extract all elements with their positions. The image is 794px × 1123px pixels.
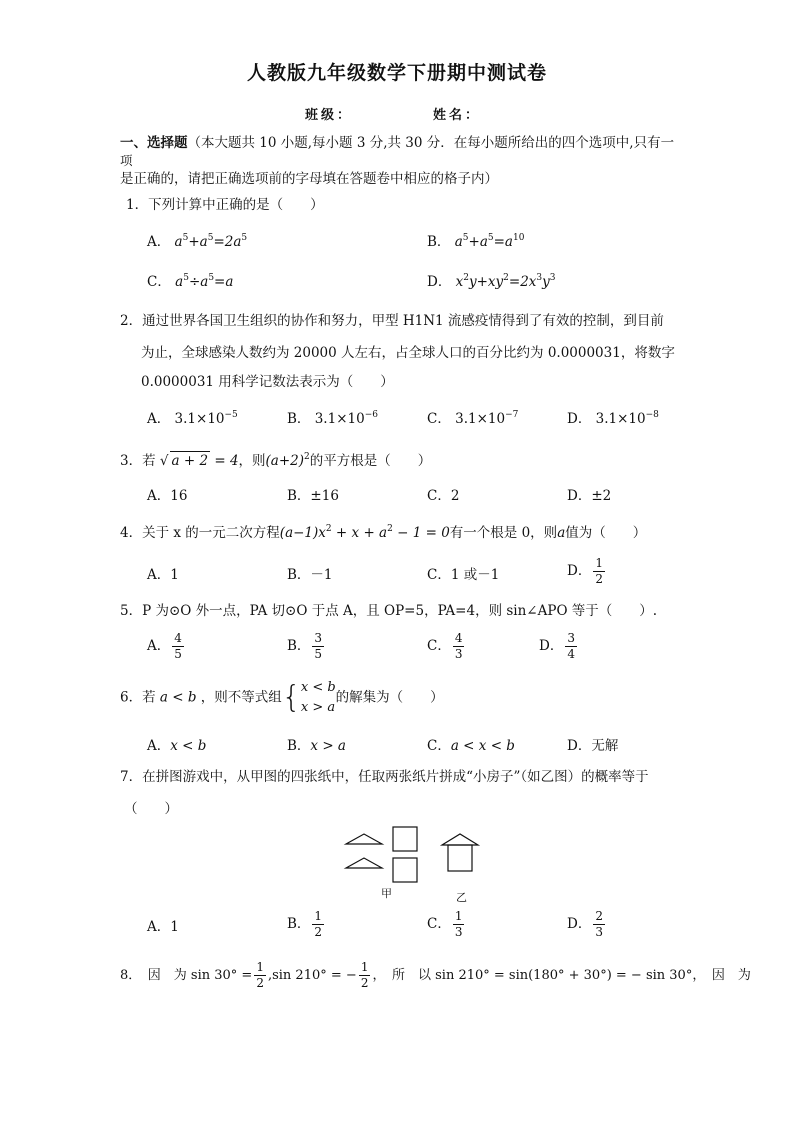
q1-option-d [427, 273, 556, 291]
q2-line2: 为止，全球感染人数约为 20000 人左右，占全球人口的百分比约为 0.0000031，将数字 [141, 345, 675, 361]
q6-brace: { [281, 680, 301, 715]
q8-expression: sin 210° = sin(180° + 30°) = − sin 30° [435, 968, 693, 983]
q8-half-1: $\frac{1}{2}$ [256, 960, 264, 990]
q8-suffix: ， 因 为 [692, 968, 751, 983]
q2-line1: 2．通过世界各国卫生组织的协作和努力，甲型 H1N1 流感疫情得到了有效的控制，到目前 [120, 313, 664, 329]
q1-option-a [147, 233, 247, 251]
q1-stem: 1．下列计算中正确的是（ ） [126, 197, 324, 213]
q8-prefix: 8． 因 为 [120, 968, 187, 983]
section-intro-line2: 项 [120, 153, 133, 168]
q1-d-label: D． [427, 274, 452, 290]
yi-roof [442, 834, 478, 845]
q8-stem [120, 960, 751, 991]
q5-a-label: A． [147, 638, 171, 654]
q5-d-label: D． [539, 638, 564, 654]
q6-option-a [147, 737, 206, 755]
q6-condition: a < b [155, 689, 201, 706]
q1-b-label: B． [427, 234, 451, 250]
q1-a-formula: $a^5+a^5=2a^5$ [174, 233, 248, 250]
q2-a-exp: −5 [224, 410, 238, 420]
puzzle-figure [340, 822, 490, 912]
q3-expr: $(a+2)^2$ [265, 452, 310, 469]
q5-option-c [427, 631, 466, 662]
q2-c-exp: −7 [505, 410, 519, 420]
section-intro-line3: 是正确的，请把正确选项前的字母填在答题卷中相应的格子内） [120, 171, 498, 187]
q3-option-d: D．±2 [567, 488, 612, 504]
q7-c-fraction: $\frac{1}{3}$ [454, 909, 463, 939]
q6-system: x < b x > a [300, 680, 336, 715]
q5-c-fraction: $\frac{4}{3}$ [454, 631, 463, 661]
jia-square-bottom [393, 858, 417, 882]
q3-radical: √ a + 2 = 4 [159, 453, 239, 469]
figure-label-yi: 乙 [456, 891, 467, 904]
jia-triangle-bottom [346, 858, 382, 868]
q7-d-label: D． [567, 916, 592, 932]
q5-a-fraction: $\frac{4}{5}$ [174, 631, 182, 661]
q4-equation: $(a-1)x^2 + x + a^2 - 1 = 0$ [279, 524, 450, 541]
q6-b-label: B． [287, 738, 311, 754]
q7-d-fraction: $\frac{2}{3}$ [595, 909, 603, 939]
section-intro-line1 [120, 134, 674, 152]
q6-a-formula: x < b [170, 738, 207, 754]
q1-c-label: C． [147, 274, 171, 290]
q8-sin210: ,sin 210° = − [267, 968, 357, 983]
q2-option-a [147, 410, 238, 428]
q5-stem: 5．P 为⊙O 外一点，PA 切⊙O 于点 A，且 OP=5，PA=4，则 sin∠APO 等于（ ）. [120, 603, 658, 619]
q7-line1: 7．在拼图游戏中，从甲图的四张纸中，任取两张纸片拼成“小房子”（如乙图）的概率等于 [120, 769, 649, 785]
q3-prefix: 3．若 [120, 453, 156, 469]
section-intro-text: （本大题共 10 小题,每小题 3 分,共 30 分．在每小题所给出的四个选项中,只有一 [187, 135, 675, 151]
class-label: 班级： [305, 108, 354, 123]
q5-option-b [287, 631, 326, 662]
q4-var: a [557, 525, 566, 541]
page-title: 人教版九年级数学下册期中测试卷 [246, 62, 547, 84]
q4-stem [120, 524, 646, 542]
q3-option-b: B．±16 [287, 488, 339, 504]
q2-b-label: B． [287, 411, 311, 427]
q1-c-formula: $a^5\div a^5=a$ [175, 273, 234, 290]
q2-option-d [567, 410, 659, 428]
q6-option-d: D．无解 [567, 738, 619, 754]
q7-option-b [287, 909, 326, 940]
q4-suffix: 有一个根是 0，则 [449, 525, 558, 541]
q2-d-label: D． [567, 411, 592, 427]
q2-d-mantissa: 3.1×10 [595, 411, 646, 427]
q7-option-d [567, 909, 607, 940]
q2-a-mantissa: 3.1×10 [174, 411, 225, 427]
q4-prefix: 4．关于 x 的一元二次方程 [120, 525, 280, 541]
q6-c-formula: a < x < b [450, 738, 515, 754]
q3-option-c: C．2 [427, 488, 460, 504]
q2-a-label: A． [147, 411, 171, 427]
q1-a-label: A． [147, 234, 171, 250]
q4-option-d [567, 556, 607, 587]
q3-suffix: 的平方根是（ ） [309, 453, 432, 469]
q8-half-2: $\frac{1}{2}$ [360, 960, 369, 990]
q6-b-formula: x > a [310, 738, 346, 754]
q2-option-b [287, 410, 378, 428]
q6-a-label: A． [147, 738, 171, 754]
q4-option-c: C．1 或－1 [427, 567, 500, 583]
q2-c-label: C． [427, 411, 451, 427]
q1-option-c [147, 273, 233, 291]
q6-prefix: 6．若 [120, 689, 156, 706]
q5-b-fraction: $\frac{3}{5}$ [314, 631, 323, 661]
name-label: 姓名： [433, 108, 482, 123]
q7-b-fraction: $\frac{1}{2}$ [314, 909, 323, 939]
q3-option-a: A．16 [147, 488, 188, 504]
q3-stem [120, 451, 431, 470]
jia-square-top [393, 827, 417, 851]
q1-d-formula: $x^2y+xy^2=2x^3y^3$ [455, 273, 556, 290]
q2-b-mantissa: 3.1×10 [314, 411, 365, 427]
figure-label-jia: 甲 [381, 887, 392, 900]
q8-sin30: sin 30° = [190, 968, 253, 983]
q7-line2: （ ） [124, 801, 178, 817]
q6-middle: ，则不等式组 [200, 689, 282, 706]
q6-suffix: 的解集为（ ） [335, 689, 444, 706]
q5-b-label: B． [287, 638, 311, 654]
q5-option-d [539, 631, 579, 662]
q4-option-a: A．1 [147, 567, 179, 583]
q5-c-label: C． [427, 638, 451, 654]
q1-b-formula: $a^5+a^5=a^{10}$ [454, 233, 525, 250]
q2-option-c [427, 410, 518, 428]
q2-b-exp: −6 [364, 410, 378, 420]
jia-triangle-top [346, 834, 382, 844]
q4-suffix2: 值为（ ） [565, 525, 647, 541]
yi-body [448, 845, 472, 871]
q1-option-b [427, 233, 524, 251]
q2-line3: 0.0000031 用科学记数法表示为（ ） [141, 374, 394, 390]
q7-c-label: C． [427, 916, 451, 932]
q3-middle: ，则 [238, 453, 266, 469]
q5-d-fraction: $\frac{3}{4}$ [567, 631, 575, 661]
q6-c-label: C． [427, 738, 451, 754]
section-heading: 一、选择题 [120, 135, 188, 151]
q7-option-c [427, 909, 466, 940]
q4-option-b: B．－1 [287, 567, 333, 583]
q2-c-mantissa: 3.1×10 [455, 411, 506, 427]
q7-b-label: B． [287, 916, 311, 932]
q4-d-label: D． [567, 563, 592, 579]
q8-mid: ， 所 以 [372, 968, 431, 983]
q6-option-c [427, 737, 515, 755]
q6-stem [120, 678, 444, 718]
q6-option-b [287, 737, 346, 755]
q7-option-a: A．1 [147, 919, 179, 935]
q2-d-exp: −8 [645, 410, 659, 420]
q5-option-a [147, 631, 186, 662]
q4-d-fraction: $\frac{1}{2}$ [595, 556, 603, 586]
